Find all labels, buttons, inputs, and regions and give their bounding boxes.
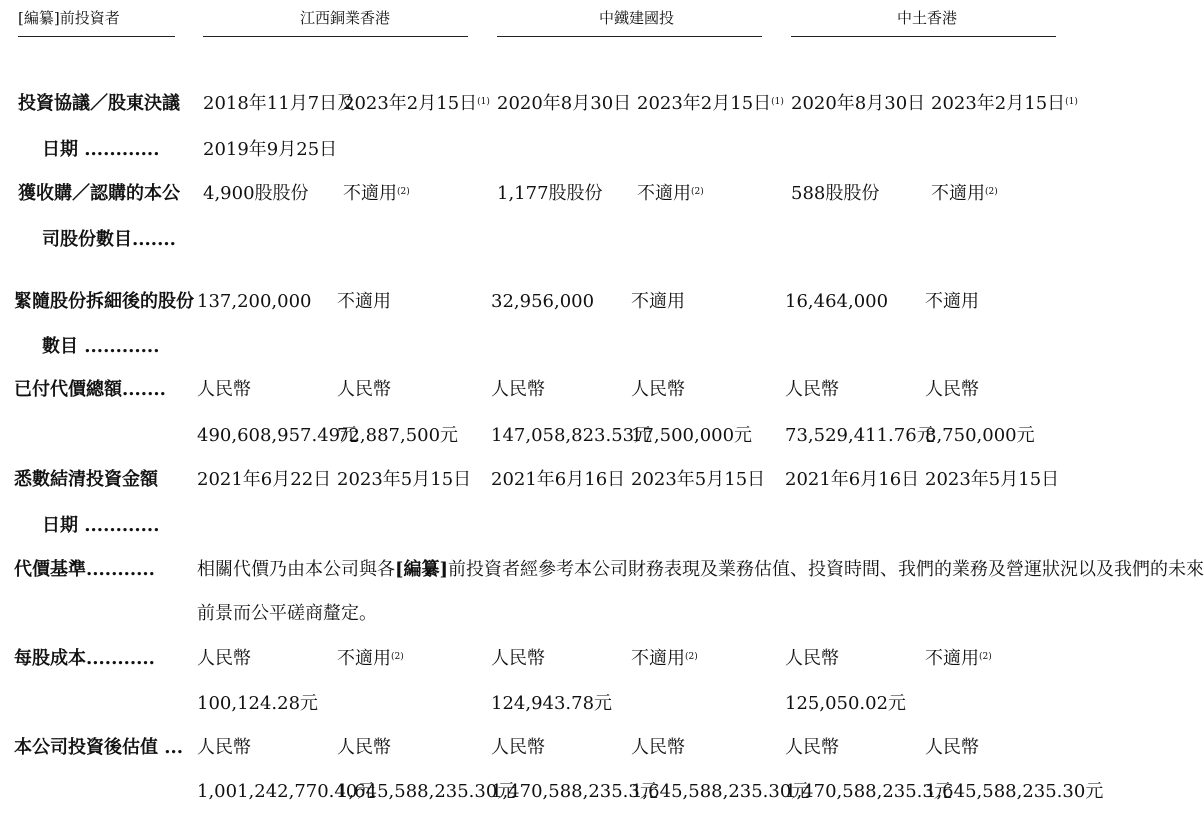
cell: 8,750,000元 xyxy=(925,425,1035,446)
row-label: 已付代價總額....... xyxy=(14,379,166,400)
cell: 490,608,957.49元 xyxy=(197,425,359,446)
cell: 124,943.78元 xyxy=(491,693,613,714)
row-label-cont: 日期 ............ xyxy=(42,515,160,536)
footnote-ref: (2) xyxy=(391,652,404,662)
cell: 4,900股股份 xyxy=(203,183,309,204)
cell: 2018年11月7日及 xyxy=(203,93,356,114)
cell: 人民幣 xyxy=(925,737,979,758)
cell: 不適用$^{(2)}$ xyxy=(925,648,992,669)
row-label: 本公司投資後估值 ... xyxy=(14,737,184,758)
cell: 人民幣 xyxy=(491,379,545,400)
cell: 人民幣 xyxy=(197,648,251,669)
cell: 73,529,411.76元 xyxy=(785,425,935,446)
cell: 人民幣 xyxy=(197,379,251,400)
investor-header-1: 江西銅業香港 xyxy=(300,9,391,27)
header-underline xyxy=(791,36,1056,37)
cell: 人民幣 xyxy=(197,737,251,758)
cell: 人民幣 xyxy=(925,379,979,400)
cell: 人民幣 xyxy=(785,379,839,400)
footnote-ref: (2) xyxy=(685,652,698,662)
cell: 2019年9月25日 xyxy=(203,139,338,160)
cell: 不適用$^{(2)}$ xyxy=(631,648,698,669)
corner-header: [編纂]前投資者 xyxy=(18,9,120,27)
cell: 人民幣 xyxy=(337,737,391,758)
cell: 2021年6月16日 xyxy=(491,469,626,490)
cell: 1,177股股份 xyxy=(497,183,603,204)
cell: 不適用$^{(2)}$ xyxy=(931,183,998,204)
cell: 人民幣 xyxy=(631,737,685,758)
footnote-ref: (2) xyxy=(979,652,992,662)
cell: 16,464,000 xyxy=(785,291,889,312)
investor-header-2: 中鐵建國投 xyxy=(599,9,675,27)
cell: 72,887,500元 xyxy=(337,425,459,446)
cell: 100,124.28元 xyxy=(197,693,319,714)
footnote-ref: (2) xyxy=(985,187,998,197)
cell: 2023年5月15日 xyxy=(337,469,472,490)
footnote-ref: (2) xyxy=(691,187,704,197)
cell: 2021年6月22日 xyxy=(197,469,332,490)
cell: 2023年2月15日$^{(1)}$ xyxy=(637,93,784,114)
row-label-cont: 司股份數目....... xyxy=(42,229,176,250)
cell: 2023年2月15日$^{(1)}$ xyxy=(931,93,1078,114)
cell: 1,645,588,235.30元 xyxy=(631,781,810,802)
cell: 2023年5月15日 xyxy=(925,469,1060,490)
row-label-cont: 日期 ............ xyxy=(42,139,160,160)
cell: 1,470,588,235.3元 xyxy=(785,781,952,802)
cell: 人民幣 xyxy=(785,737,839,758)
cell: 人民幣 xyxy=(491,737,545,758)
row-label-cont: 數目 ............ xyxy=(42,336,160,357)
investor-header-3: 中土香港 xyxy=(897,9,958,27)
cell: 人民幣 xyxy=(631,379,685,400)
cell: 2020年8月30日 xyxy=(791,93,926,114)
cell: 1,645,588,235.30元 xyxy=(337,781,516,802)
cell: 147,058,823.53元 xyxy=(491,425,653,446)
footnote-ref: (1) xyxy=(771,97,784,107)
cell: 137,200,000 xyxy=(197,291,312,312)
basis-text-cont: 前景而公平磋商釐定。 xyxy=(197,603,377,624)
cell: 人民幣 xyxy=(337,379,391,400)
basis-text: 相關代價乃由本公司與各[編纂]前投資者經參考本公司財務表現及業務估值、投資時間、我們的業務及營運狀況以及我們的未來 xyxy=(197,559,1204,580)
row-label: 緊隨股份拆細後的股份 xyxy=(14,291,194,312)
row-label: 每股成本........... xyxy=(14,648,155,669)
cell: 2020年8月30日 xyxy=(497,93,632,114)
cell: 人民幣 xyxy=(785,648,839,669)
cell: 1,645,588,235.30元 xyxy=(925,781,1104,802)
footnote-ref: (1) xyxy=(1065,97,1078,107)
header-underline xyxy=(497,36,762,37)
cell: 不適用$^{(2)}$ xyxy=(637,183,704,204)
footnote-ref: (2) xyxy=(397,187,410,197)
row-label: 悉數結清投資金額 xyxy=(14,469,158,490)
cell: 32,956,000 xyxy=(491,291,595,312)
cell: 2023年5月15日 xyxy=(631,469,766,490)
cell: 588股股份 xyxy=(791,183,880,204)
cell: 不適用 xyxy=(925,291,979,312)
cell: 不適用$^{(2)}$ xyxy=(343,183,410,204)
cell: 不適用 xyxy=(337,291,391,312)
cell: 1,470,588,235.3元 xyxy=(491,781,658,802)
row-label: 獲收購／認購的本公 xyxy=(18,183,180,204)
cell: 125,050.02元 xyxy=(785,693,907,714)
cell: 2021年6月16日 xyxy=(785,469,920,490)
cell: 不適用 xyxy=(631,291,685,312)
footnote-ref: (1) xyxy=(477,97,490,107)
header-underline xyxy=(203,36,468,37)
cell: 17,500,000元 xyxy=(631,425,753,446)
header-underline xyxy=(18,36,175,37)
cell: 2023年2月15日$^{(1)}$ xyxy=(343,93,490,114)
row-label: 代價基準........... xyxy=(14,559,155,580)
row-label: 投資協議／股東決議 xyxy=(18,93,180,114)
cell: 1,001,242,770.40元 xyxy=(197,781,376,802)
cell: 人民幣 xyxy=(491,648,545,669)
cell: 不適用$^{(2)}$ xyxy=(337,648,404,669)
